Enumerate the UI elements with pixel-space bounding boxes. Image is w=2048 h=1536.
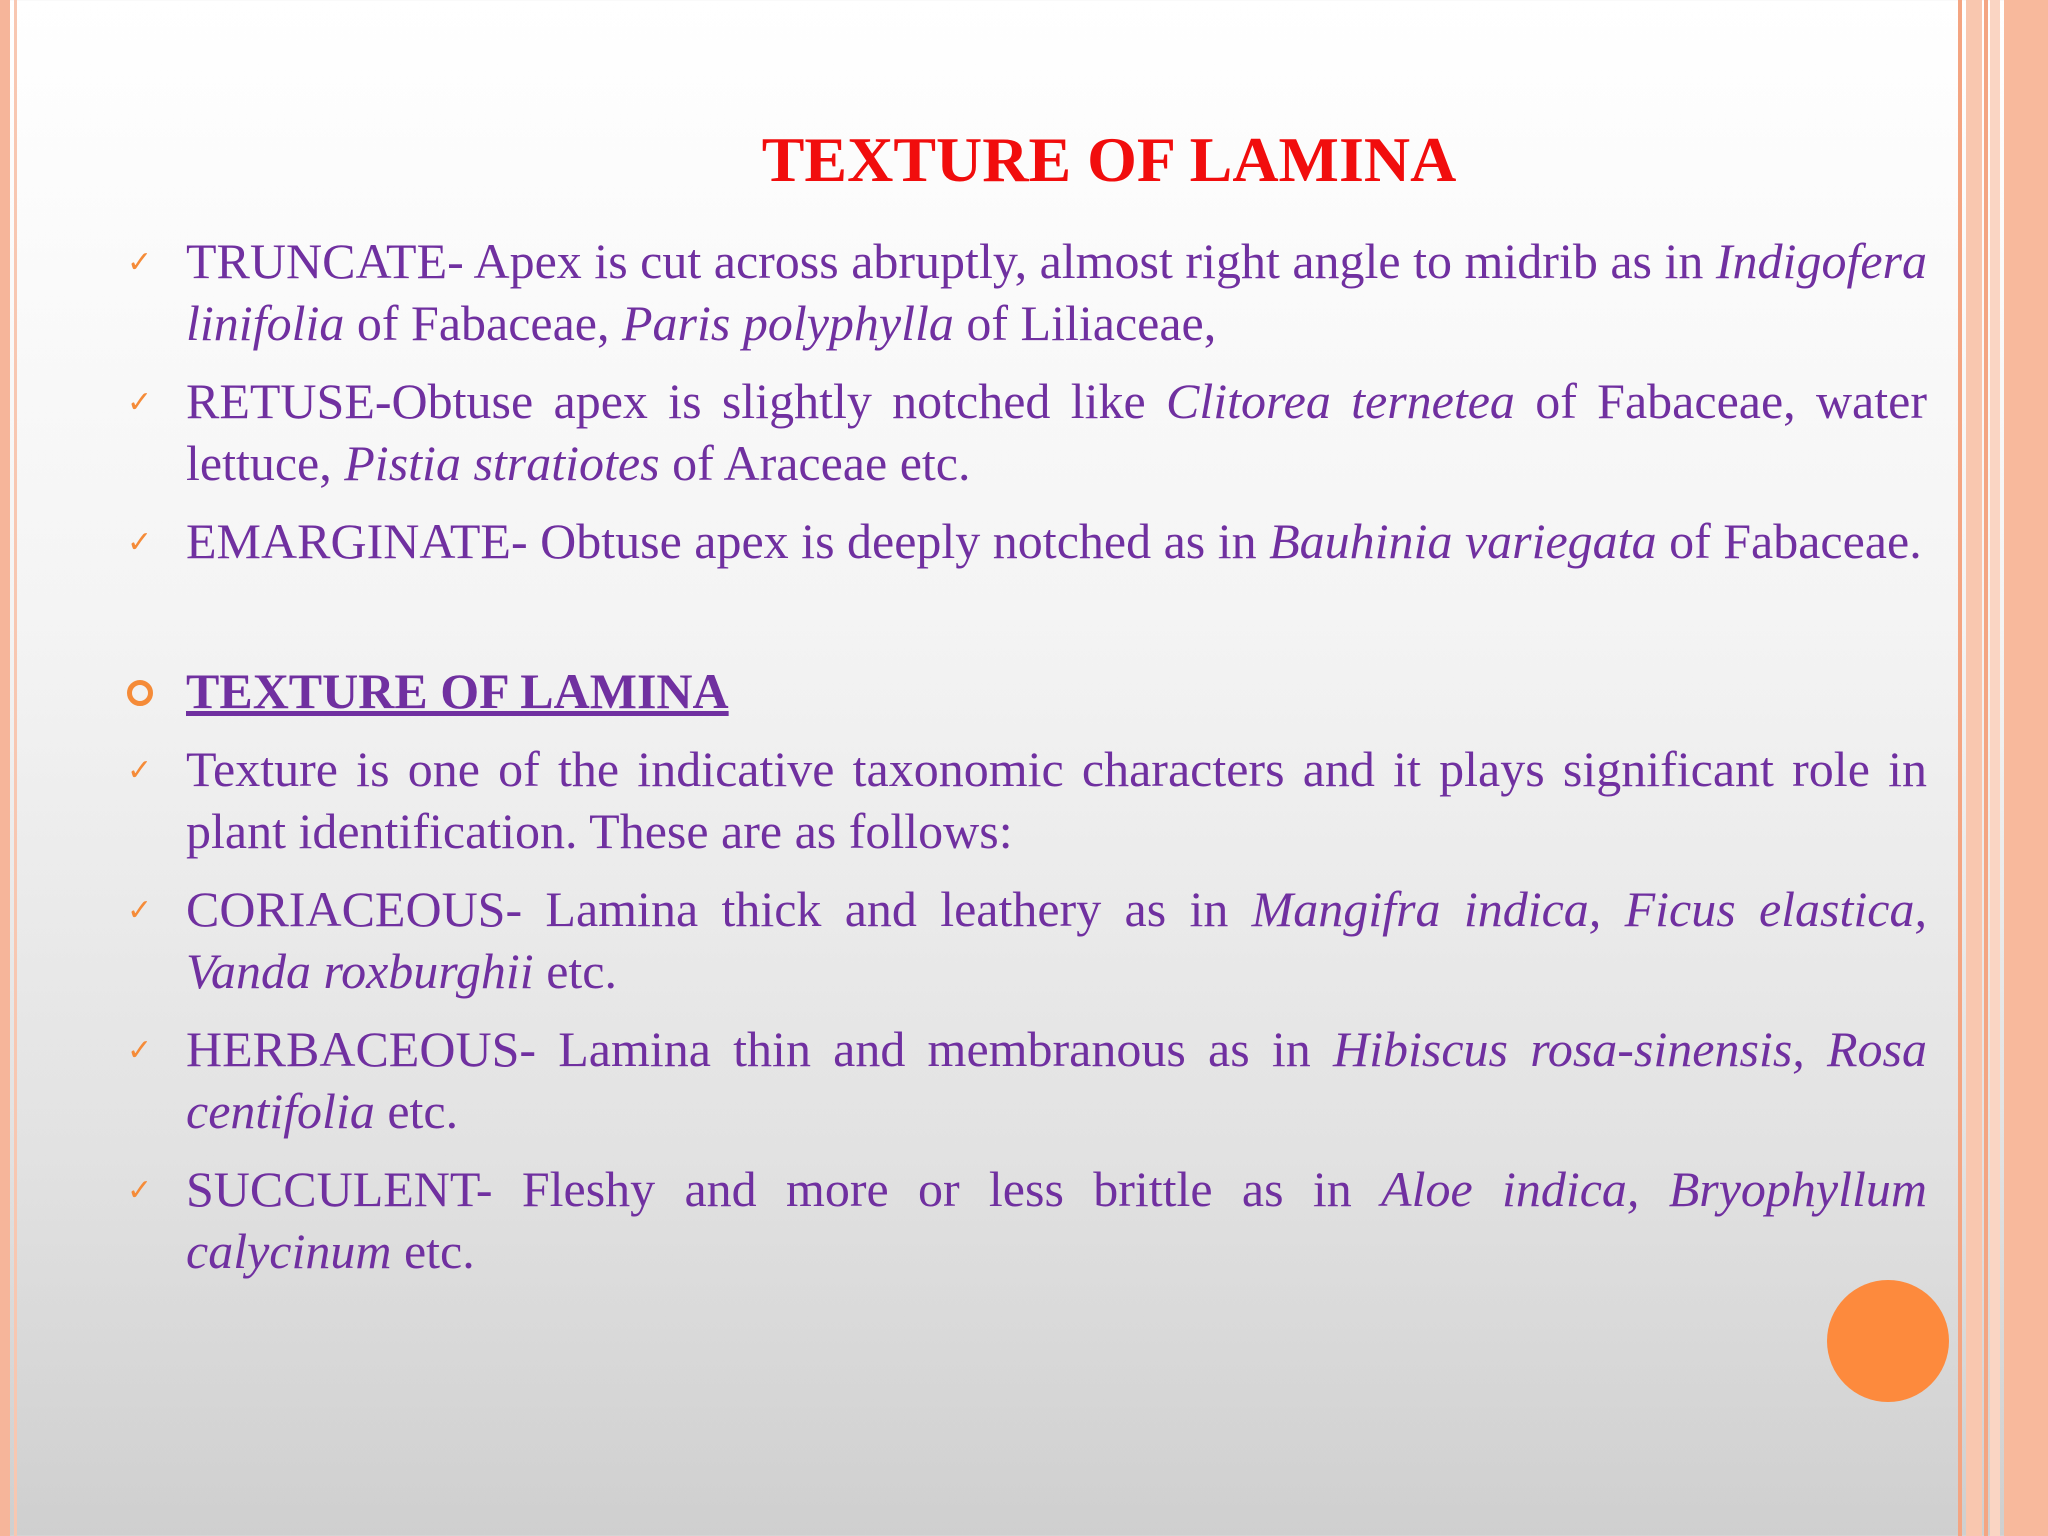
- bullet-intro: [127, 738, 1927, 862]
- check-icon: ✓: [127, 245, 153, 280]
- right-border-line-1: [1958, 0, 1962, 1536]
- bullet-text: TRUNCATE- Apex is cut across abruptly, almost right angle to midrib as in Indigofera linifolia of Fabaceae, Paris polyphylla of Liliaceae,: [186, 233, 1927, 351]
- left-border-stripe: [0, 0, 10, 1536]
- bullet-text: HERBACEOUS- Lamina thin and membranous as in Hibiscus rosa-sinensis, Rosa centifolia etc.: [186, 1021, 1927, 1139]
- check-icon: ✓: [127, 385, 153, 420]
- bullet-text: Texture is one of the indicative taxonomic characters and it plays significant role in plant identification. These are as follows:: [186, 741, 1927, 859]
- accent-circle: [1827, 1280, 1949, 1402]
- bullet-text: EMARGINATE- Obtuse apex is deeply notched as in Bauhinia variegata of Fabaceae.: [186, 513, 1922, 569]
- bullet-text: SUCCULENT- Fleshy and more or less brittle as in Aloe indica, Bryophyllum calycinum etc.: [186, 1161, 1927, 1279]
- slide-body: [127, 230, 1927, 1298]
- slide-title: TEXTURE OF LAMINA: [761, 124, 1457, 195]
- bullet-succulent: [127, 1158, 1927, 1282]
- bullet-emarginate: [127, 510, 1927, 572]
- section-heading-item: [127, 660, 1927, 722]
- check-icon: ✓: [127, 525, 153, 560]
- bullet-text: RETUSE-Obtuse apex is slightly notched like Clitorea ternetea of Fabaceae, water lettuce, Pistia stratiotes of Araceae etc.: [186, 373, 1927, 491]
- bullet-coriaceous: [127, 878, 1927, 1002]
- section-heading: TEXTURE OF LAMINA: [186, 663, 729, 719]
- check-icon: ✓: [127, 1033, 153, 1068]
- right-border-band-1: [1966, 0, 1982, 1536]
- ring-bullet-icon: [127, 680, 153, 706]
- check-icon: ✓: [127, 1173, 153, 1208]
- right-border-line-2: [1984, 0, 1988, 1536]
- bullet-text: CORIACEOUS- Lamina thick and leathery as in Mangifra indica, Ficus elastica, Vanda roxburghii etc.: [186, 881, 1927, 999]
- check-icon: ✓: [127, 893, 153, 928]
- right-border-band-2: [1990, 0, 2000, 1536]
- bullet-truncate: [127, 230, 1927, 354]
- bullet-retuse: [127, 370, 1927, 494]
- left-border-line: [14, 0, 17, 1536]
- bullet-herbaceous: [127, 1018, 1927, 1142]
- right-border-band-3: [2004, 0, 2048, 1536]
- check-icon: ✓: [127, 753, 153, 788]
